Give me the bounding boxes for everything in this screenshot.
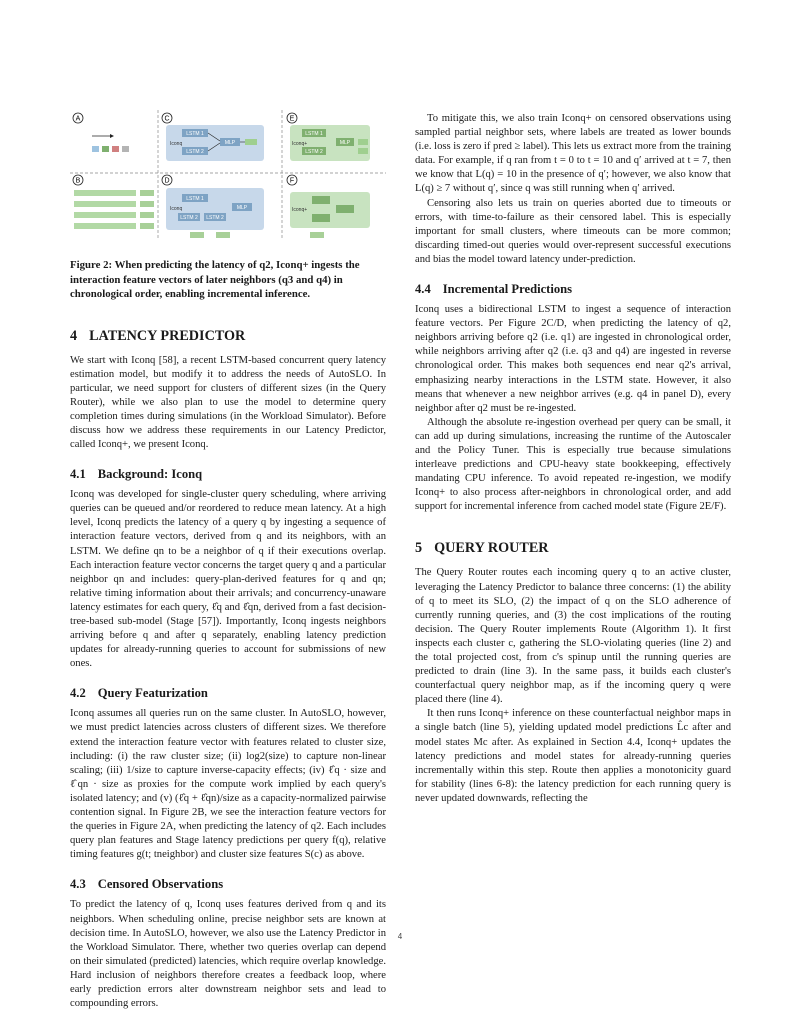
section-4-3-paragraph-3: Censoring also lets us train on queries aborted due to timeouts or errors, with time-to-failure as their censored label. This is especially important for small clusters, where timeouts can be more common; discarding timed-out queries would over-represent successful executions and bias the model toward latency under-prediction. [415,197,731,265]
svg-text:Iconq: Iconq [170,206,183,212]
svg-text:Iconq+: Iconq+ [292,207,308,213]
left-column [70,110,386,1011]
figure-caption: Figure 2: When predicting the latency of q2, Iconq+ ingests the interaction feature vectors of later neighbors (q3 and q4) in chronological order, enabling incremental inference. [70,259,360,300]
section-5-heading: 5 QUERY ROUTER [415,540,549,557]
section-4-4-heading: 4.4 Incremental Predictions [415,282,573,297]
svg-text:E: E [289,115,295,123]
svg-text:LSTM 2: LSTM 2 [305,149,323,155]
panel-a [73,113,129,152]
svg-text:C: C [164,115,170,123]
svg-text:F: F [289,177,295,185]
svg-text:MLP: MLP [224,140,236,146]
svg-text:LSTM 2: LSTM 2 [180,215,198,221]
svg-text:LSTM 1: LSTM 1 [186,196,204,202]
panel-c [162,113,264,161]
section-5-paragraph-2: It then runs Iconq+ inference on these counterfactual neighbor maps in a single batch (line 5), yielding updated model predictions L̂c after and model states Mc after. As explained in Section 4.4, Iconq+ updates the latency predictions and model states for already-running queries incrementally within this step. Route then applies a monotonicity guard for stability (lines 6-8): the latency prediction for each running query is never updated downwards, reflecting the [415,708,731,804]
section-4-heading: 4 LATENCY PREDICTOR [70,327,246,344]
figure-2 [70,110,386,250]
right-column [415,112,731,806]
svg-text:D: D [164,177,170,185]
panel-e [287,113,370,161]
svg-text:B: B [75,177,81,185]
svg-text:LSTM 2: LSTM 2 [186,149,204,155]
section-4-3-paragraph-1: To predict the latency of q, Iconq uses features derived from q and its neighbors. When scheduling online, precise neighbor sets are known at decision time. In AutoSLO, however, we also use the Latency Predictor in the Workload Simulator. There, whether two queries overlap can depend on their simulated (predicted) latencies, which require overlap knowledge. Hard inclusion of neighbors therefore creates a feedback loop, where early prediction errors alter downstream neighbor sets and lead to compounding errors. [70,899,386,1010]
svg-text:LSTM 1: LSTM 1 [305,131,323,137]
page-number: 4 [397,932,403,941]
section-5-paragraph-1: The Query Router routes each incoming query q to an active cluster, leveraging the Latency Predictor to balance three concerns: (1) the ability of q to meet its SLO, (2) the impact of q on the SLO adherence of currently running queries, and (3) the cost implications of the routing decision. The Query Router implements Route (Algorithm 1). It first inspects each cluster c, gathering the SLO-violating queries (line 2) and the total projected cost, from c's spinup until the running queries are predicted to drain (line 3). In the same pass, it builds each cluster's counterfactual query neighbor map, as if the incoming query q were placed there (line 4). [415,567,731,706]
svg-text:Iconq: Iconq [170,141,183,147]
section-4-1-heading: 4.1 Background: Iconq [70,467,203,482]
panel-f [287,175,370,238]
panel-d [162,175,264,238]
section-4-3-heading: 4.3 Censored Observations [70,877,224,892]
svg-text:Iconq+: Iconq+ [292,141,308,147]
section-4-2-heading: 4.2 Query Featurization [70,686,208,701]
section-4-4-paragraph-1: Iconq uses a bidirectional LSTM to ingest a sequence of interaction feature vectors. Per Figure 2C/D, when predicting the latency of q2, neighbors arriving before q2 (i.e. q1) are ingested in chronological order, while neighbors arriving after q2 (i.e. q3 and q4) are ingested in reverse chronological order. This makes both sequences end near q2's arrival, emphasizing nearby interactions in the LSTM state. However, it also means that whenever a new neighbor arrives (e.g. q4 in panel D), every neighbor after q2 must be re-ingested. [415,304,731,414]
panel-b [73,175,154,229]
svg-text:A: A [75,115,81,123]
svg-text:MLP: MLP [236,205,248,211]
svg-text:MLP: MLP [339,140,351,146]
svg-text:LSTM 1: LSTM 1 [186,131,204,137]
section-4-1-paragraph: Iconq was developed for single-cluster query scheduling, where arriving queries can be queued and/or reordered to reduce mean latency. At a high level, Iconq predicts the latency of a query q by ingesting a sequence of interaction feature vectors, derived from q and its neighbors, with an LSTM. We define qn to be a neighbor of q if their executions overlap. Each interaction feature vector concerns the target query q and a particular neighbor qn and includes: query-plan-derived features for q and qn; relative timing information about their arrivals; and concurrency-unaware latency estimates for each query, ℓ̂q and ℓ̂qn, derived from a fast decision-tree-based sub-model (Stage [57]). Importantly, Iconq ingests neighbors arriving before q and after q separately, enabling latency prediction updates for already-running queries to account for submissions of new ones. [70,489,386,670]
svg-text:LSTM 2: LSTM 2 [206,215,224,221]
section-4-3-paragraph-2: To mitigate this, we also train Iconq+ on censored observations using sampled partial neighbor sets, where labels are treated as lower bounds (i.e. loss is zero if pred ≥ label). This lets us extract more from the training data. For example, if q ran from t = 0 to t = 10 and q′ arrived at t = 7, then we know that L(q) = 10 in the presence of q′; however, we also know that L(q) ≥ 7 without q′, since q was still running when q′ arrived. [415,113,731,195]
section-4-4-paragraph-2: Although the absolute re-ingestion overhead per query can be small, it can add up during simulations, increasing the runtime of the Autoscaler and the Policy Tuner. This is especially true because simulations interleave predictions and CPU-heavy state bookkeeping, effectively mandating CPU inference. To avoid repeated re-ingestion, we modify Iconq+ to also process after-neighbors in chronological order, and add support for incremental inference from cached model state (Figure 2E/F). [415,416,731,513]
section-4-2-paragraph: Iconq assumes all queries run on the same cluster. In AutoSLO, however, we must predict latencies across clusters of different sizes. We therefore extend the interaction feature vector with features related to cluster size, including: (i) the raw cluster size; (ii) log2(size) to capture non-linear scaling; (iii) 1/size to capture inverse-capacity effects; (iv) ℓ̂q · size and ℓ̂qn · size as proxies for the compute work implied by each query's isolated latency; and (v) (ℓ̂q + ℓ̂qn)/size as a capacity-normalized pairwise contention signal. In Figure 2B, we see the interaction feature vectors for the queries in Figure 2A, when predicting the latency of q2. Each includes query plan features and Stage latency predictions per query f(q), relative timing features g(t; tneighbor) and cluster size features S(c) as above. [70,708,386,861]
figure-2-diagram [70,110,386,250]
section-4-paragraph: We start with Iconq [58], a recent LSTM-based concurrent query latency estimation model, but modify it to address the needs of AutoSLO. In particular, we need support for clusters of different sizes (in the Query Router), while we also plan to use the model to determine query completion times during simulations (in the Workload Simulator). Before discuss how we address these requirements in our Latency Predictor, called Iconq+, we present Iconq. [70,354,386,451]
